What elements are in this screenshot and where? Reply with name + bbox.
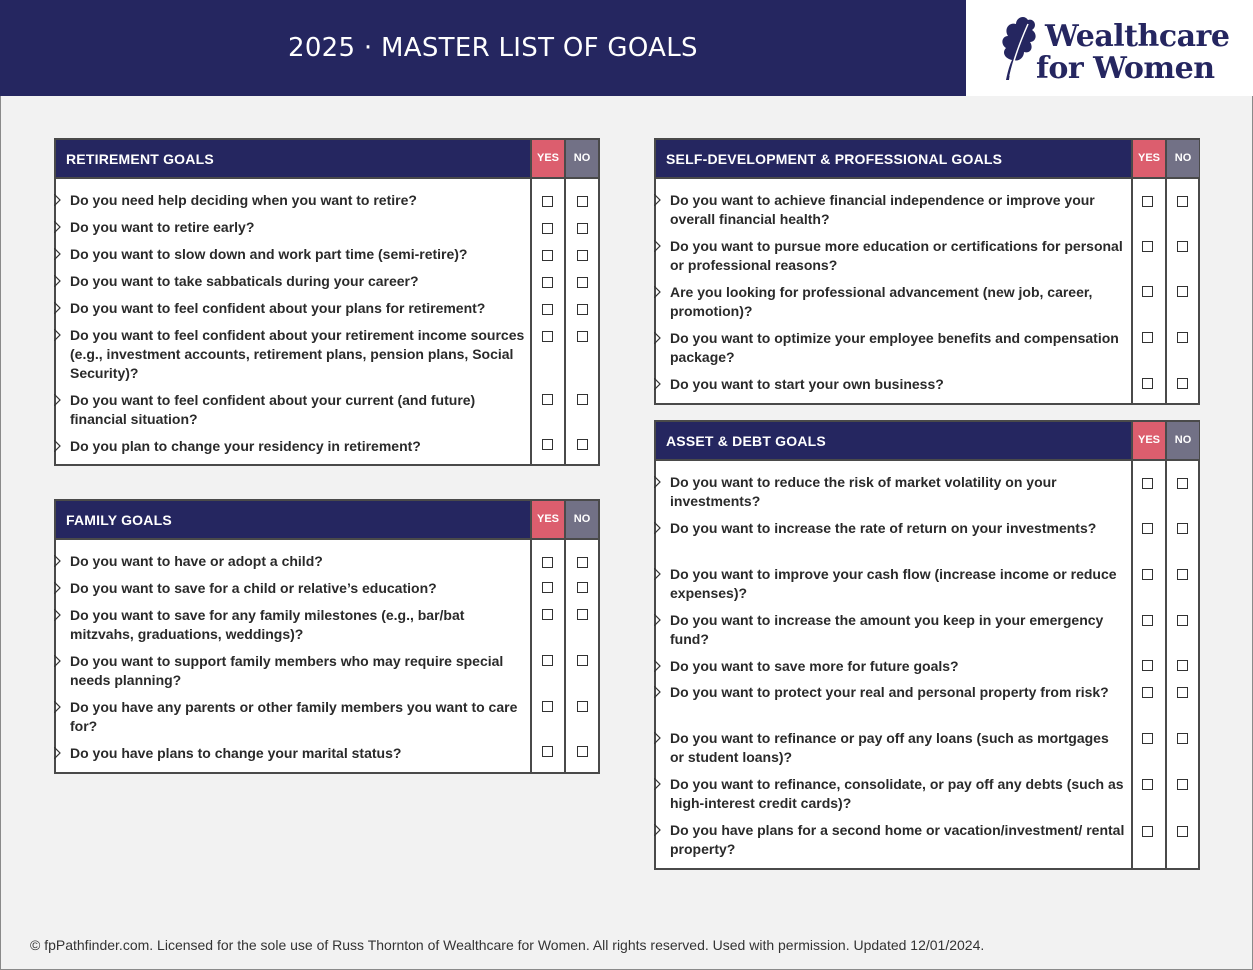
question-text: Do you want to save for a child or relative’s education?	[70, 580, 437, 596]
no-checkbox[interactable]	[1177, 332, 1188, 343]
column-divider	[530, 501, 532, 772]
column-divider	[1165, 422, 1167, 868]
no-checkbox[interactable]	[577, 304, 588, 315]
question-text: Do you have plans for a second home or vacation/investment/ rental property?	[670, 822, 1125, 857]
asset-debt-goals-section	[654, 420, 1200, 870]
no-checkbox[interactable]	[577, 582, 588, 593]
yes-checkbox[interactable]	[542, 701, 553, 712]
yes-checkbox[interactable]	[1142, 687, 1153, 698]
question-text: Do you want to retire early?	[70, 219, 255, 235]
no-checkbox[interactable]	[1177, 241, 1188, 252]
no-checkbox[interactable]	[1177, 733, 1188, 744]
yes-checkbox[interactable]	[1142, 779, 1153, 790]
yes-checkbox[interactable]	[1142, 196, 1153, 207]
yes-column-header: YES	[1133, 140, 1165, 177]
yes-column-header: YES	[532, 501, 564, 538]
question-text: Do you want to save more for future goals?	[670, 658, 959, 674]
column-divider	[1131, 422, 1133, 868]
chevron-right-icon	[654, 332, 661, 344]
no-checkbox[interactable]	[577, 250, 588, 261]
no-checkbox[interactable]	[577, 394, 588, 405]
question-text: Do you want to save for any family milestones (e.g., bar/bat mitzvahs, graduations, weddings)?	[70, 607, 465, 642]
chevron-right-icon	[654, 686, 661, 698]
no-checkbox[interactable]	[1177, 523, 1188, 534]
question-text: Do you want to start your own business?	[670, 376, 944, 392]
question-text: Do you want to feel confident about your current (and future) financial situation?	[70, 392, 476, 427]
yes-checkbox[interactable]	[542, 655, 553, 666]
yes-checkbox[interactable]	[1142, 523, 1153, 534]
chevron-right-icon	[54, 302, 61, 314]
yes-checkbox[interactable]	[542, 331, 553, 342]
question-text: Do you want to increase the amount you keep in your emergency fund?	[670, 612, 1104, 647]
no-checkbox[interactable]	[1177, 779, 1188, 790]
yes-column-header: YES	[1133, 422, 1165, 459]
question-text: Do you want to protect your real and personal property from risk?	[670, 684, 1109, 700]
section-title: RETIREMENT GOALS	[66, 151, 214, 167]
no-checkbox[interactable]	[1177, 196, 1188, 207]
yes-checkbox[interactable]	[1142, 478, 1153, 489]
yes-checkbox[interactable]	[542, 439, 553, 450]
chevron-right-icon	[654, 476, 661, 488]
chevron-right-icon	[54, 609, 61, 621]
yes-checkbox[interactable]	[542, 746, 553, 757]
chevron-right-icon	[54, 221, 61, 233]
yes-checkbox[interactable]	[542, 223, 553, 234]
section-header	[56, 501, 598, 540]
chevron-right-icon	[654, 194, 661, 206]
column-divider	[564, 140, 566, 464]
column-divider	[1131, 140, 1133, 403]
section-header	[56, 140, 598, 179]
question-text: Do you want to feel confident about your retirement income sources (e.g., investment accounts, retirement plans, pension plans, Social Security)?	[70, 327, 525, 381]
chevron-right-icon	[54, 747, 61, 759]
yes-checkbox[interactable]	[1142, 241, 1153, 252]
question-text: Do you want to refinance, consolidate, or pay off any debts (such as high-interest credit cards)?	[670, 776, 1124, 811]
page-title: 2025 · MASTER LIST OF GOALS	[288, 33, 698, 63]
section-title: SELF-DEVELOPMENT & PROFESSIONAL GOALS	[666, 151, 1003, 167]
yes-checkbox[interactable]	[1142, 286, 1153, 297]
no-checkbox[interactable]	[577, 331, 588, 342]
question-text: Do you plan to change your residency in retirement?	[70, 438, 421, 454]
no-checkbox[interactable]	[1177, 378, 1188, 389]
chevron-right-icon	[654, 522, 661, 534]
question-text: Do you want to refinance or pay off any loans (such as mortgages or student loans)?	[670, 730, 1109, 765]
chevron-right-icon	[654, 732, 661, 744]
chevron-right-icon	[654, 778, 661, 790]
no-checkbox[interactable]	[577, 439, 588, 450]
oak-leaf-icon	[998, 14, 1038, 82]
yes-checkbox[interactable]	[1142, 378, 1153, 389]
header-band	[0, 0, 966, 96]
yes-checkbox[interactable]	[542, 304, 553, 315]
yes-column-header: YES	[532, 140, 564, 177]
yes-checkbox[interactable]	[1142, 826, 1153, 837]
chevron-right-icon	[654, 614, 661, 626]
no-checkbox[interactable]	[1177, 478, 1188, 489]
chevron-right-icon	[54, 655, 61, 667]
self-development-goals-section	[654, 138, 1200, 405]
yes-checkbox[interactable]	[542, 582, 553, 593]
family-goals-section	[54, 499, 600, 774]
no-checkbox[interactable]	[577, 609, 588, 620]
column-divider	[530, 140, 532, 464]
no-checkbox[interactable]	[577, 701, 588, 712]
question-text: Are you looking for professional advancement (new job, career, promotion)?	[670, 284, 1093, 319]
yes-checkbox[interactable]	[1142, 569, 1153, 580]
no-column-header: NO	[1167, 140, 1199, 177]
retirement-goals-section	[54, 138, 600, 466]
chevron-right-icon	[54, 701, 61, 713]
no-checkbox[interactable]	[1177, 615, 1188, 626]
no-column-header: NO	[566, 140, 598, 177]
section-header	[656, 140, 1198, 179]
column-divider	[564, 501, 566, 772]
chevron-right-icon	[54, 582, 61, 594]
question-text: Do you need help deciding when you want to retire?	[70, 192, 417, 208]
no-checkbox[interactable]	[1177, 569, 1188, 580]
question-text: Do you want to pursue more education or certifications for personal or professional reasons?	[670, 238, 1123, 273]
no-checkbox[interactable]	[1177, 660, 1188, 671]
chevron-right-icon	[54, 194, 61, 206]
no-checkbox[interactable]	[1177, 826, 1188, 837]
question-text: Do you want to improve your cash flow (increase income or reduce expenses)?	[670, 566, 1117, 601]
chevron-right-icon	[654, 240, 661, 252]
chevron-right-icon	[654, 660, 661, 672]
question-text: Do you want to reduce the risk of market volatility on your investments?	[670, 474, 1057, 509]
no-checkbox[interactable]	[577, 655, 588, 666]
no-checkbox[interactable]	[1177, 286, 1188, 297]
no-checkbox[interactable]	[577, 223, 588, 234]
yes-checkbox[interactable]	[542, 557, 553, 568]
yes-checkbox[interactable]	[1142, 733, 1153, 744]
yes-checkbox[interactable]	[542, 394, 553, 405]
yes-checkbox[interactable]	[542, 277, 553, 288]
chevron-right-icon	[54, 394, 61, 406]
logo-wordmark-line2: for Women	[1036, 51, 1215, 86]
question-text: Do you want to optimize your employee benefits and compensation package?	[670, 330, 1119, 365]
chevron-right-icon	[54, 555, 61, 567]
chevron-right-icon	[654, 568, 661, 580]
question-text: Do you want to take sabbaticals during your career?	[70, 273, 419, 289]
section-title: FAMILY GOALS	[66, 512, 172, 528]
no-checkbox[interactable]	[577, 196, 588, 207]
yes-checkbox[interactable]	[1142, 660, 1153, 671]
question-text: Do you want to have or adopt a child?	[70, 553, 323, 569]
footer-copyright: © fpPathfinder.com. Licensed for the sole use of Russ Thornton of Wealthcare for Women. All rights reserved. Used with permission. Updated 12/01/2024.	[30, 937, 985, 953]
question-text: Do you want to feel confident about your plans for retirement?	[70, 300, 486, 316]
chevron-right-icon	[54, 275, 61, 287]
no-checkbox[interactable]	[577, 557, 588, 568]
column-divider	[1165, 140, 1167, 403]
logo-wordmark-line1: Wealthcare	[1045, 19, 1230, 54]
no-checkbox[interactable]	[1177, 687, 1188, 698]
no-checkbox[interactable]	[577, 277, 588, 288]
question-text: Do you have any parents or other family members you want to care for?	[70, 699, 518, 734]
chevron-right-icon	[654, 378, 661, 390]
yes-checkbox[interactable]	[542, 609, 553, 620]
no-checkbox[interactable]	[577, 746, 588, 757]
question-text: Do you want to slow down and work part time (semi-retire)?	[70, 246, 468, 262]
question-text: Do you want to increase the rate of return on your investments?	[670, 520, 1097, 536]
yes-checkbox[interactable]	[542, 250, 553, 261]
chevron-right-icon	[54, 329, 61, 341]
no-column-header: NO	[566, 501, 598, 538]
question-text: Do you want to achieve financial independence or improve your overall financial health?	[670, 192, 1095, 227]
chevron-right-icon	[654, 824, 661, 836]
question-text: Do you want to support family members who may require special needs planning?	[70, 653, 504, 688]
chevron-right-icon	[54, 248, 61, 260]
chevron-right-icon	[54, 440, 61, 452]
chevron-right-icon	[654, 286, 661, 298]
question-text: Do you have plans to change your marital status?	[70, 745, 402, 761]
no-column-header: NO	[1167, 422, 1199, 459]
section-title: ASSET & DEBT GOALS	[666, 433, 826, 449]
yes-checkbox[interactable]	[542, 196, 553, 207]
section-header	[656, 422, 1198, 461]
yes-checkbox[interactable]	[1142, 615, 1153, 626]
yes-checkbox[interactable]	[1142, 332, 1153, 343]
